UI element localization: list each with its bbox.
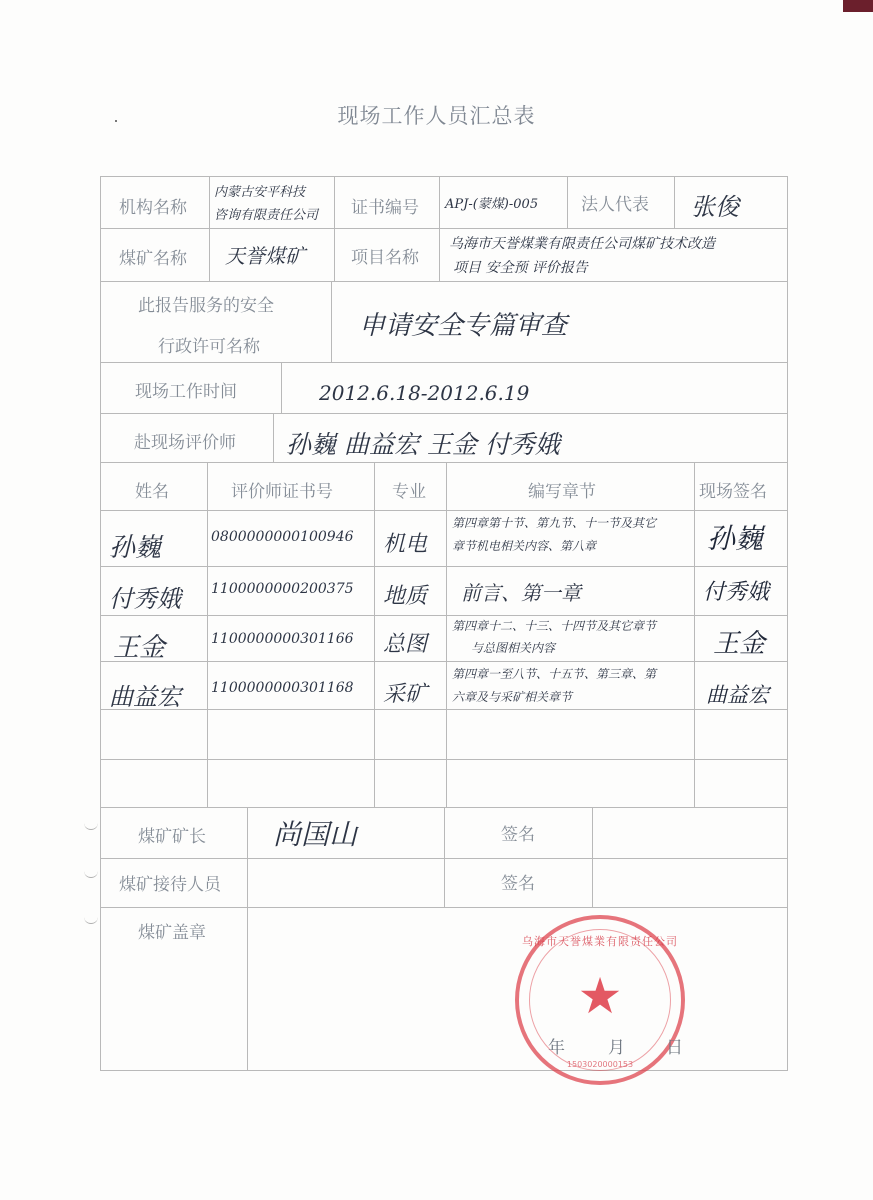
table-row-signature: 孙巍	[707, 522, 764, 555]
project-name-label: 项目名称	[351, 248, 419, 268]
table-row-chapters-line2: 章节机电相关内容、第八章	[452, 539, 597, 553]
table-row-name: 孙巍	[109, 533, 162, 563]
table-row-chapters-line1: 第四章第十节、第九节、十一节及其它	[452, 516, 657, 530]
reception-label: 煤矿接待人员	[119, 875, 221, 895]
summary-form	[100, 176, 788, 1071]
margin-tick	[84, 914, 98, 924]
table-row-cert: 0800000000100946	[211, 529, 354, 545]
table-row-specialty: 机电	[383, 532, 428, 557]
official-seal	[515, 915, 685, 1085]
cert-no-label: 证书编号	[351, 198, 419, 218]
date-day-label: 日	[666, 1038, 683, 1058]
table-row-chapters-line1: 第四章一至八节、十五节、第三章、第	[452, 667, 657, 681]
corner-mark	[843, 0, 873, 12]
table-row-specialty: 总图	[383, 632, 428, 657]
legal-rep-label: 法人代表	[581, 195, 649, 215]
mine-manager-value: 尚国山	[273, 818, 358, 851]
sign-label-2: 签名	[501, 874, 535, 894]
scan-dot	[115, 120, 117, 122]
col-header-signature: 现场签名	[699, 482, 767, 502]
worktime-value: 2012.6.18-2012.6.19	[319, 381, 530, 405]
evaluators-label: 赴现场评价师	[134, 433, 236, 453]
table-row-chapters-line2: 六章及与采矿相关章节	[452, 690, 573, 704]
table-row-signature: 王金	[713, 629, 766, 659]
margin-tick	[84, 820, 98, 830]
col-header-chapters: 编写章节	[528, 482, 596, 502]
org-name-value-line1: 内蒙古安平科技	[214, 185, 306, 200]
table-row-signature: 付秀娥	[703, 580, 770, 605]
permit-label-line2: 行政许可名称	[158, 337, 260, 357]
project-name-value-line1: 乌海市天誉煤業有限责任公司煤矿技术改造	[449, 236, 715, 252]
table-row-chapters-line1: 前言、第一章	[461, 581, 581, 605]
cert-no-value: APJ-(蒙煤)-005	[445, 197, 539, 212]
sign-label-1: 签名	[501, 825, 535, 845]
seal-star-icon: ★	[577, 967, 623, 1025]
permit-label-line1: 此报告服务的安全	[138, 296, 274, 316]
mine-name-label: 煤矿名称	[119, 249, 187, 269]
table-row-specialty: 地质	[383, 584, 428, 609]
col-header-cert: 评价师证书号	[231, 482, 333, 502]
table-row-chapters-line1: 第四章十二、十三、十四节及其它章节	[452, 619, 657, 633]
org-name-value-line2: 咨询有限责任公司	[214, 208, 319, 223]
stamp-label: 煤矿盖章	[138, 923, 206, 943]
seal-number: 1503020000153	[566, 1060, 634, 1069]
permit-value: 申请安全专篇审查	[359, 311, 568, 341]
seal-text: 乌海市天誉煤業有限责任公司	[522, 935, 678, 948]
table-row-name: 曲益宏	[109, 683, 181, 711]
page-title: 现场工作人员汇总表	[337, 104, 536, 128]
table-row-name: 付秀娥	[109, 585, 181, 613]
table-row-signature: 曲益宏	[706, 683, 769, 707]
table-row-specialty: 采矿	[383, 682, 428, 707]
date-year-label: 年	[548, 1038, 565, 1058]
col-header-specialty: 专业	[392, 482, 426, 502]
worktime-label: 现场工作时间	[135, 382, 237, 402]
legal-rep-value: 张俊	[691, 193, 739, 221]
margin-tick	[84, 868, 98, 878]
project-name-value-line2: 项目 安全预 评价报告	[453, 260, 588, 276]
table-row-cert: 1100000000301166	[211, 631, 354, 647]
mine-manager-label: 煤矿矿长	[138, 827, 206, 847]
table-row-cert: 1100000000200375	[211, 581, 354, 597]
date-month-label: 月	[608, 1038, 625, 1058]
col-header-name: 姓名	[135, 482, 169, 502]
evaluators-value: 孙巍 曲益宏 王金 付秀娥	[286, 430, 560, 459]
org-name-label: 机构名称	[119, 198, 187, 218]
mine-name-value: 天誉煤矿	[225, 244, 305, 268]
table-row-cert: 1100000000301168	[211, 680, 354, 696]
table-row-name: 王金	[113, 633, 166, 663]
table-row-chapters-line2: 与总图相关内容	[471, 641, 556, 655]
